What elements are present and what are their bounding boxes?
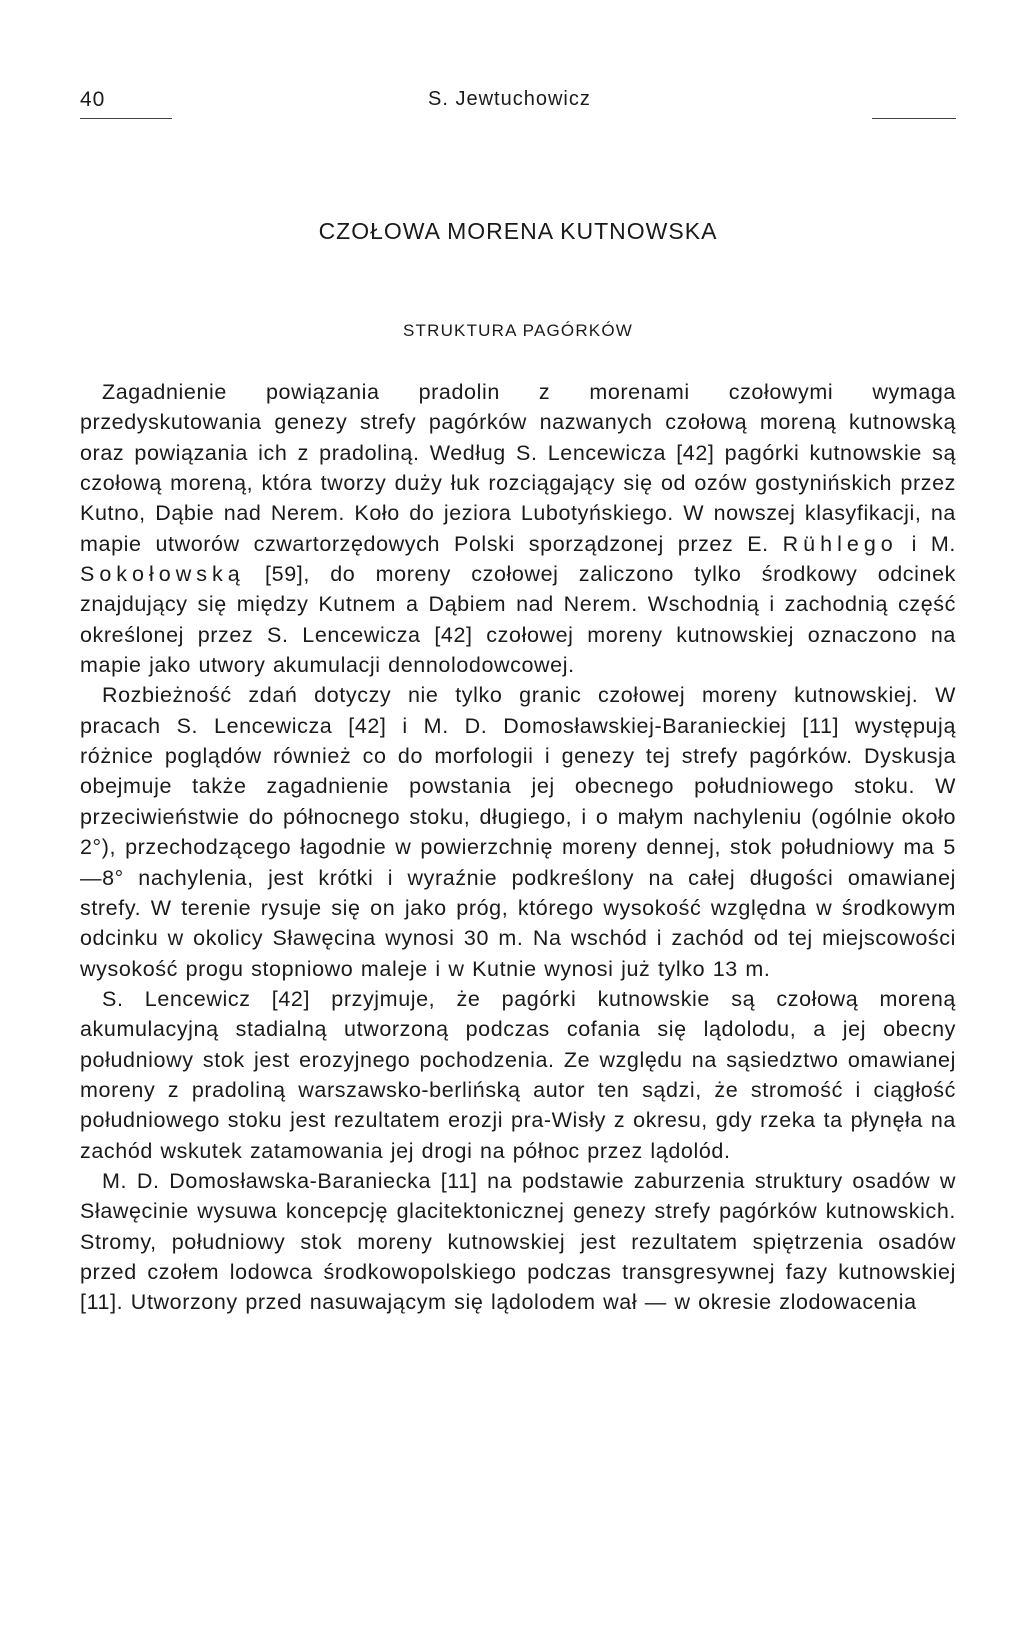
paragraph-1-part-b: i M. — [897, 531, 956, 556]
paragraph-4: M. D. Domosławska-Baraniecka [11] na podstawie zaburzenia struktury osadów w Sławęcinie wysuwa koncepcję glacitektonicznej genezy strefy pagórków kutnowskich. Stromy, południowy stok moreny kutnowskiej jest rezultatem spiętrzenia osadów przed czołem lodowca środkowopolskiego podczas transgresywnej fazy kutnowskiej [11]. Utworzony przed nasuwającym się lądolodem wał — w okresie zlodowacenia — [80, 1168, 956, 1315]
author-name-sokolowska: Sokołowską — [80, 562, 245, 587]
document-page — [80, 70, 956, 1318]
header-rule-right — [872, 118, 956, 119]
paragraph-1 — [80, 377, 956, 680]
paragraph-3: S. Lencewicz [42] przyjmuje, że pagórki kutnowskie są czołową moreną akumulacyjną stadialną utworzoną podczas cofania się lądolodu, a jej obecny południowy stok jest erozyjnego pochodzenia. Ze względu na sąsiedztwo omawianej moreny z pradoliną warszawsko-berlińską autor ten sądzi, że stromość i ciągłość południowego stoku jest rezultatem erozji pra-Wisły z okresu, gdy rzeka ta płynęła na zachód wskutek zatamowania jej drogi na północ przez lądolód. — [80, 986, 956, 1163]
paragraph-1-part-a: Zagadnienie powiązania pradolin z morenami czołowymi wymaga przedyskutowania genezy strefy pagórków nazwanych czołową moreną kutnowską oraz powiązania ich z pradoliną. Według S. Lencewicza [42] pagórki kutnowskie są czołową moreną, która tworzy duży łuk rozciągający się od ozów gostynińskich przez Kutno, Dąbie nad Nerem. Koło do jeziora Lubotyńskiego. W nowszej klasyfikacji, na mapie utworów czwartorzędowych Polski sporządzonej przez E. — [80, 380, 956, 556]
body-text — [80, 377, 956, 1318]
running-author: S. Jewtuchowicz — [428, 88, 591, 110]
chapter-title: CZOŁOWA MORENA KUTNOWSKA — [318, 218, 718, 244]
section-title: STRUKTURA PAGÓRKÓW — [402, 321, 634, 340]
paragraph-2: Rozbieżność zdań dotyczy nie tylko granic czołowej moreny kutnowskiej. W pracach S. Lencewicza [42] i M. D. Domosławskiej-Baranieckiej [11] występują różnice poglądów również co do morfologii i genezy tej strefy pagórków. Dyskusja obejmuje także zagadnienie powstania jej obecnego południowego stoku. W przeciwieństwie do północnego stoku, długiego, i o małym nachyleniu (ogólnie około 2°), przechodzącego łagodnie w powierzchnię moreny dennej, stok południowy ma 5—8° nachylenia, jest krótki i wyraźnie podkreślony na całej długości omawianej strefy. W terenie rysuje się on jako próg, którego wysokość względna w środkowym odcinku w okolicy Sławęcina wynosi 30 m. Na wschód i zachód od tej miejscowości wysokość progu stopniowo maleje i w Kutnie wynosi już tylko 13 m. — [80, 683, 956, 981]
running-head — [80, 70, 956, 120]
page-number: 40 — [80, 88, 106, 111]
paragraph-1-part-c: [59], do moreny czołowej zaliczono tylko środkowy odcinek znajdujący się między Kutnem a Dąbiem nad Nerem. Wschodnią i zachodnią część określonej przez S. Lencewicza [42] czołowej moreny kutnowskiej oznaczono na mapie jako utwory akumulacji dennolodowcowej. — [80, 562, 956, 678]
author-name-ruhle: Rühlego — [782, 531, 898, 556]
header-rule-left — [80, 118, 172, 119]
